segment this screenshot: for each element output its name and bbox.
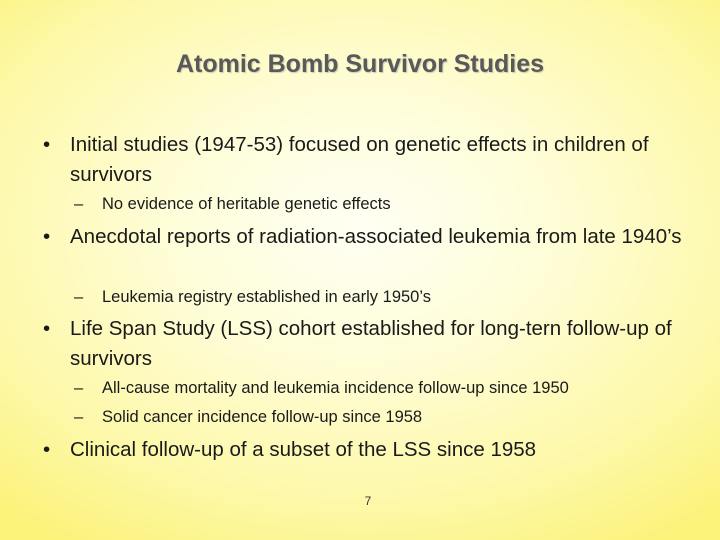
bullet-text: Clinical follow-up of a subset of the LSS since 1958 xyxy=(70,438,537,461)
sub-bullet-item xyxy=(74,193,704,215)
bullet-item xyxy=(43,130,693,190)
bullet-icon: • xyxy=(43,225,51,248)
sub-bullet-text: No evidence of heritable genetic effects xyxy=(102,195,391,213)
bullet-item xyxy=(43,222,693,252)
bullet-icon: • xyxy=(43,438,51,461)
bullet-item xyxy=(43,314,693,374)
dash-icon: – xyxy=(74,288,84,306)
sub-bullet-item xyxy=(74,377,704,399)
sub-bullet-item xyxy=(74,406,704,428)
page-number: 7 xyxy=(364,494,372,508)
bullet-text: Anecdotal reports of radiation-associated leukemia from late 1940’s xyxy=(70,225,682,248)
sub-bullet-item xyxy=(74,286,704,308)
bullet-text: Life Span Study (LSS) cohort established for long-tern follow-up of survivors xyxy=(70,317,672,370)
dash-icon: – xyxy=(74,195,84,213)
sub-bullet-text: All-cause mortality and leukemia incidence follow-up since 1950 xyxy=(102,379,569,397)
sub-bullet-text: Leukemia registry established in early 1950’s xyxy=(102,288,431,306)
slide-title: Atomic Bomb Survivor Studies xyxy=(175,50,545,78)
bullet-item xyxy=(43,435,693,465)
bullet-icon: • xyxy=(43,317,51,340)
sub-bullet-text: Solid cancer incidence follow-up since 1958 xyxy=(102,408,423,426)
bullet-icon: • xyxy=(43,133,51,156)
dash-icon: – xyxy=(74,408,84,426)
dash-icon: – xyxy=(74,379,84,397)
bullet-text: Initial studies (1947-53) focused on genetic effects in children of survivors xyxy=(70,133,649,186)
